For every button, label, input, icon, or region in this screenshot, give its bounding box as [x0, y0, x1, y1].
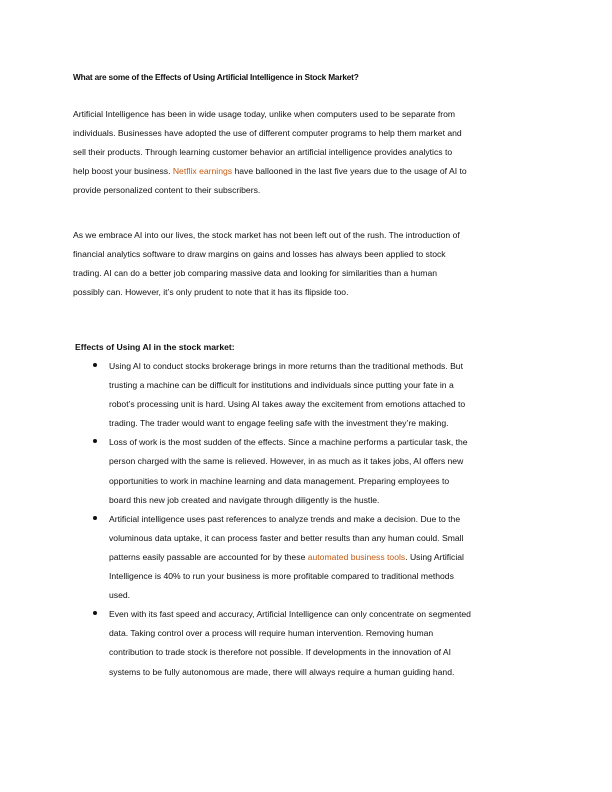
text-line: systems to be fully autonomous are made, there will always require a human guiding hand. — [109, 666, 455, 677]
automated-business-tools-link[interactable]: automated business tools — [307, 551, 406, 562]
text-line: Artificial intelligence uses past references to analyze trends and make a decision. Due to the — [109, 513, 461, 524]
text-segment: . Using Artificial — [405, 551, 464, 562]
document-title: What are some of the Effects of Using Artificial Intelligence in Stock Market? — [73, 72, 359, 82]
text-line: Loss of work is the most sudden of the effects. Since a machine performs a particular task, the — [109, 437, 468, 448]
text-line: data. Taking control over a process will require human intervention. Removing human — [109, 628, 434, 639]
bullet-icon — [93, 363, 97, 367]
netflix-earnings-link[interactable]: Netflix earnings — [172, 166, 233, 177]
text-line: used. — [109, 590, 131, 601]
text-line — [73, 162, 467, 181]
text-line: As we embrace AI into our lives, the stock market has not been left out of the rush. The introduction of — [73, 230, 460, 240]
text-line: opportunities to work in machine learning and data management. Preparing employees to — [109, 475, 450, 486]
text-line: robot’s processing unit is hard. Using AI takes away the excitement from emotions attached to — [109, 399, 466, 410]
text-line: Using AI to conduct stocks brokerage brings in more returns than the traditional methods. But — [109, 361, 463, 371]
paragraph-intro — [73, 105, 467, 200]
text-line: Intelligence is 40% to run your business is more profitable compared to traditional methods — [109, 571, 454, 582]
paragraph-stock-market — [73, 226, 460, 302]
bullet-icon — [93, 611, 97, 615]
list-item — [93, 510, 471, 605]
text-line: provide personalized content to their subscribers. — [73, 185, 261, 196]
list-item — [93, 357, 471, 433]
text-line: individuals. Businesses have adopted the use of different computer programs to help them market and — [73, 128, 462, 139]
effects-list — [93, 357, 471, 682]
bullet-icon — [93, 516, 97, 520]
text-line: possibly can. However, it’s only prudent to note that it has its flipside too. — [73, 287, 349, 298]
text-segment: help boost your business. — [73, 166, 173, 177]
text-line: Even with its fast speed and accuracy, Artificial Intelligence can only concentrate on segmented — [109, 609, 471, 620]
text-line: trading. The trader would want to engage feeling safe with the investment they’re making. — [109, 418, 449, 429]
text-line: Artificial Intelligence has been in wide usage today, unlike when computers used to be separate from — [73, 109, 456, 119]
bullet-icon — [93, 439, 97, 443]
text-line: contribution to trade stock is therefore not possible. If developments in the innovation of AI — [109, 647, 452, 658]
text-line — [109, 548, 471, 567]
text-line: trading. AI can do a better job comparing massive data and looking for similarities than a human — [73, 268, 438, 279]
text-line: person charged with the same is relieved. However, in as much as it takes jobs, AI offers new — [109, 456, 464, 467]
text-line: voluminous data uptake, it can process faster and better results than any human could. Small — [109, 532, 464, 543]
list-item — [93, 605, 471, 681]
section-heading: Effects of Using AI in the stock market: — [75, 342, 235, 352]
text-segment: patterns easily passable are accounted for by these — [109, 551, 308, 562]
text-line: trusting a machine can be difficult for institutions and individuals since putting your fate in a — [109, 380, 454, 391]
text-segment: have ballooned in the last five years due to the usage of AI to — [232, 166, 467, 177]
list-item — [93, 433, 471, 509]
text-line: sell their products. Through learning customer behavior an artificial intelligence provides analytics to — [73, 147, 453, 158]
text-line: board this new job created and navigate through diligently is the hustle. — [109, 494, 380, 505]
text-line: financial analytics software to draw margins on gains and losses has always been applied to stock — [73, 249, 446, 260]
